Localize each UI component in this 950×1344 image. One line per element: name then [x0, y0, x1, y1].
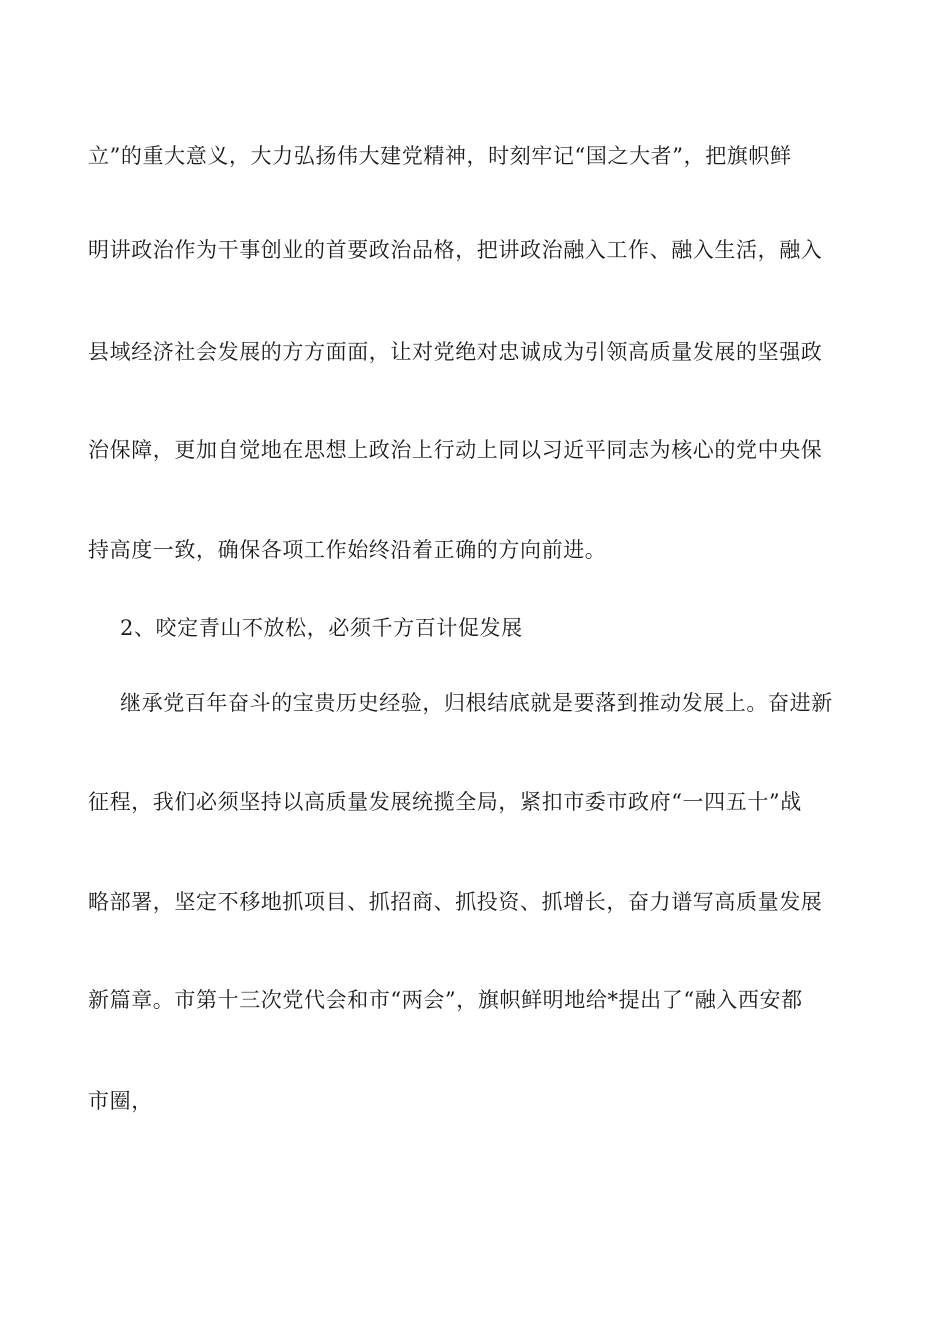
paragraph-1-line-1: 立”的重大意义，大力弘扬伟大建党精神，时刻牢记“国之大者”，把旗帜鲜	[88, 144, 792, 168]
paragraph-1-line-2: 明讲政治作为干事创业的首要政治品格，把讲政治融入工作、融入生活，融入	[88, 238, 823, 262]
section-heading: 2、咬定青山不放松，必须千方百计促发展	[120, 616, 523, 640]
paragraph-1-line-5: 持高度一致，确保各项工作始终沿着正确的方向前进。	[88, 538, 607, 562]
paragraph-1-line-3: 县域经济社会发展的方方面面，让对党绝对忠诚成为引领高质量发展的坚强政	[88, 340, 823, 364]
paragraph-2-line-2: 征程，我们必须坚持以高质量发展统揽全局，紧扣市委市政府“一四五十”战	[88, 790, 802, 814]
paragraph-1-line-4: 治保障，更加自觉地在思想上政治上行动上同以习近平同志为核心的党中央保	[88, 438, 823, 462]
paragraph-2-line-5: 市圈，	[88, 1089, 153, 1113]
paragraph-2-line-4: 新篇章。市第十三次党代会和市“两会”，旗帜鲜明地给*提出了“融入西安都	[88, 988, 803, 1012]
paragraph-2-line-3: 略部署，坚定不移地抓项目、抓招商、抓投资、抓增长，奋力谱写高质量发展	[88, 890, 823, 914]
paragraph-2-line-1: 继承党百年奋斗的宝贵历史经验，归根结底就是要落到推动发展上。奋进新	[120, 691, 833, 715]
